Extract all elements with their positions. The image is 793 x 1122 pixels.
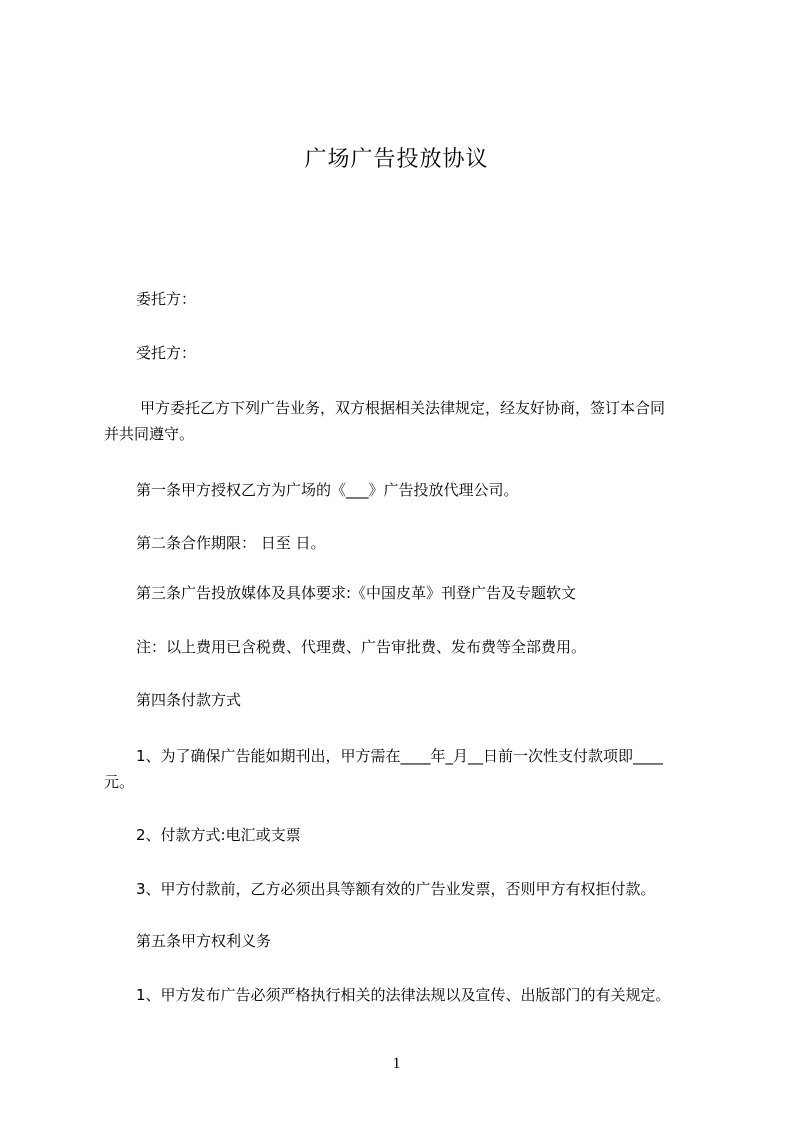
paragraph-payment-3: 3、甲方付款前，乙方必须出具等额有效的广告业发票，否则甲方有权拒付款。 — [136, 880, 656, 898]
paragraph-payment-2: 2、付款方式:电汇或支票 — [136, 826, 301, 844]
paragraph-note: 注：以上费用已含税费、代理费、广告审批费、发布费等全部费用。 — [136, 638, 587, 656]
paragraph-article-3: 第三条广告投放媒体及具体要求:《中国皮革》刊登广告及专题软文 — [136, 584, 577, 602]
paragraph-intro-line2: 并共同遵守。 — [104, 425, 195, 443]
paragraph-agent: 受托方： — [136, 344, 197, 362]
paragraph-payment-1-line2: 元。 — [104, 773, 135, 791]
page-number: 1 — [392, 1055, 401, 1072]
document-title: 广场广告投放协议 — [304, 147, 489, 172]
paragraph-payment-1-line1: 1、为了确保广告能如期刊出，甲方需在____年_月__日前一次性支付款项即____ — [136, 747, 664, 765]
paragraph-intro-line1: 甲方委托乙方下列广告业务，双方根据相关法律规定，经友好协商，签订本合同 — [140, 399, 666, 417]
paragraph-article-4: 第四条付款方式 — [136, 691, 242, 709]
paragraph-article-5: 第五条甲方权利义务 — [136, 932, 272, 950]
paragraph-party-a-1: 1、甲方发布广告必须严格执行相关的法律法规以及宣传、出版部门的有关规定。 — [136, 986, 671, 1004]
paragraph-article-1: 第一条甲方授权乙方为广场的《___》广告投放代理公司。 — [136, 481, 519, 499]
paragraph-client: 委托方： — [136, 290, 197, 308]
paragraph-article-2: 第二条合作期限： 日至 日。 — [136, 534, 326, 552]
